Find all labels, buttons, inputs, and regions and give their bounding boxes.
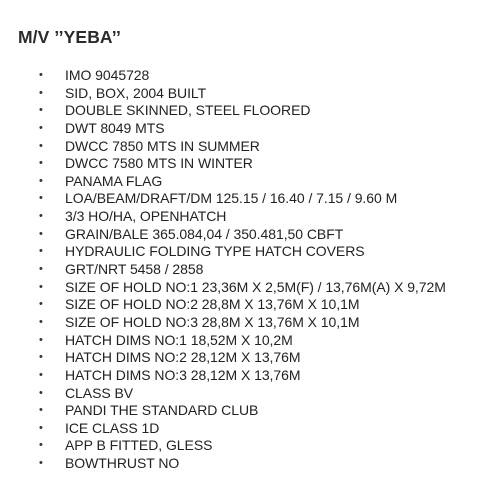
- spec-item-text: DOUBLE SKINNED, STEEL FLOORED: [65, 102, 311, 119]
- bullet-icon: •: [39, 263, 43, 276]
- spec-item-text: IMO 9045728: [65, 67, 150, 83]
- spec-list-item: [0, 85, 500, 103]
- spec-list-item: [0, 385, 500, 403]
- spec-item-text: ICE CLASS 1D: [65, 419, 160, 436]
- spec-item-text: DWT 8049 MTS: [65, 119, 165, 136]
- spec-list-item: [0, 173, 500, 191]
- spec-list-item: [0, 437, 500, 455]
- bullet-icon: •: [39, 227, 43, 240]
- spec-list-item: [0, 138, 500, 156]
- spec-list-item: [0, 332, 500, 350]
- spec-item-text: HATCH DIMS NO:1 18,52M X 10,2M: [65, 331, 293, 348]
- spec-list-item: [0, 155, 500, 173]
- spec-list-item: [0, 296, 500, 314]
- spec-item-text: LOA/BEAM/DRAFT/DM 125.15 / 16.40 / 7.15 / 9.60 M: [65, 190, 398, 207]
- spec-item-text: APP B FITTED, GLESS: [65, 437, 213, 454]
- spec-list-item: [0, 120, 500, 138]
- spec-item-text: DWCC 7850 MTS IN SUMMER: [65, 137, 260, 154]
- spec-list-item: [0, 243, 500, 261]
- spec-list-item: [0, 455, 500, 473]
- spec-item-text: HATCH DIMS NO:2 28,12M X 13,76M: [65, 349, 301, 366]
- spec-list-item: [0, 208, 500, 226]
- bullet-icon: •: [39, 404, 43, 417]
- vessel-spec-list: [0, 67, 500, 473]
- bullet-icon: •: [39, 421, 43, 434]
- spec-list-item: [0, 367, 500, 385]
- bullet-icon: •: [39, 298, 43, 311]
- bullet-icon: •: [39, 192, 43, 205]
- spec-list-item: [0, 279, 500, 297]
- spec-item-text: SIZE OF HOLD NO:3 28,8M X 13,76M X 10,1M: [65, 313, 360, 330]
- bullet-icon: •: [39, 439, 43, 452]
- spec-item-text: BOWTHRUST NO: [65, 455, 180, 472]
- bullet-icon: •: [39, 280, 43, 293]
- spec-item-text: SIZE OF HOLD NO:2 28,8M X 13,76M X 10,1M: [65, 296, 360, 313]
- spec-list-item: [0, 420, 500, 438]
- spec-list-item: [0, 261, 500, 279]
- spec-item-text: SIZE OF HOLD NO:1 23,36M X 2,5M(F) / 13,76M(A) X 9,72M: [65, 278, 446, 295]
- spec-item-text: DWCC 7580 MTS IN WINTER: [65, 155, 253, 172]
- spec-item-text: GRAIN/BALE 365.084,04 / 350.481,50 CBFT: [65, 225, 344, 242]
- bullet-icon: •: [39, 315, 43, 328]
- spec-list-item: [0, 67, 500, 85]
- spec-item-text: HATCH DIMS NO:3 28,12M X 13,76M: [65, 366, 301, 383]
- bullet-icon: •: [39, 351, 43, 364]
- vessel-title: M/V ’’YEBA’’: [18, 27, 121, 47]
- spec-list-item: [0, 190, 500, 208]
- bullet-icon: •: [39, 386, 43, 399]
- bullet-icon: •: [39, 368, 43, 381]
- bullet-icon: •: [39, 245, 43, 258]
- spec-item-text: GRT/NRT 5458 / 2858: [65, 261, 204, 278]
- bullet-icon: •: [39, 86, 43, 99]
- spec-item-text: PANDI THE STANDARD CLUB: [65, 402, 259, 419]
- spec-list-item: [0, 102, 500, 120]
- bullet-icon: •: [39, 210, 43, 223]
- spec-item-text: PANAMA FLAG: [65, 172, 163, 189]
- spec-item-text: SID, BOX, 2004 BUILT: [65, 84, 207, 101]
- bullet-icon: •: [39, 104, 43, 117]
- spec-item-text: 3/3 HO/HA, OPENHATCH: [65, 208, 227, 225]
- bullet-icon: •: [39, 139, 43, 152]
- bullet-icon: •: [39, 121, 43, 134]
- spec-list-item: [0, 349, 500, 367]
- spec-list-item: [0, 226, 500, 244]
- bullet-icon: •: [39, 174, 43, 187]
- bullet-icon: •: [39, 69, 43, 81]
- bullet-icon: •: [39, 457, 43, 470]
- spec-list-item: [0, 402, 500, 420]
- bullet-icon: •: [39, 157, 43, 170]
- spec-list-item: [0, 314, 500, 332]
- spec-item-text: CLASS BV: [65, 384, 134, 401]
- bullet-icon: •: [39, 333, 43, 346]
- spec-item-text: HYDRAULIC FOLDING TYPE HATCH COVERS: [65, 243, 365, 260]
